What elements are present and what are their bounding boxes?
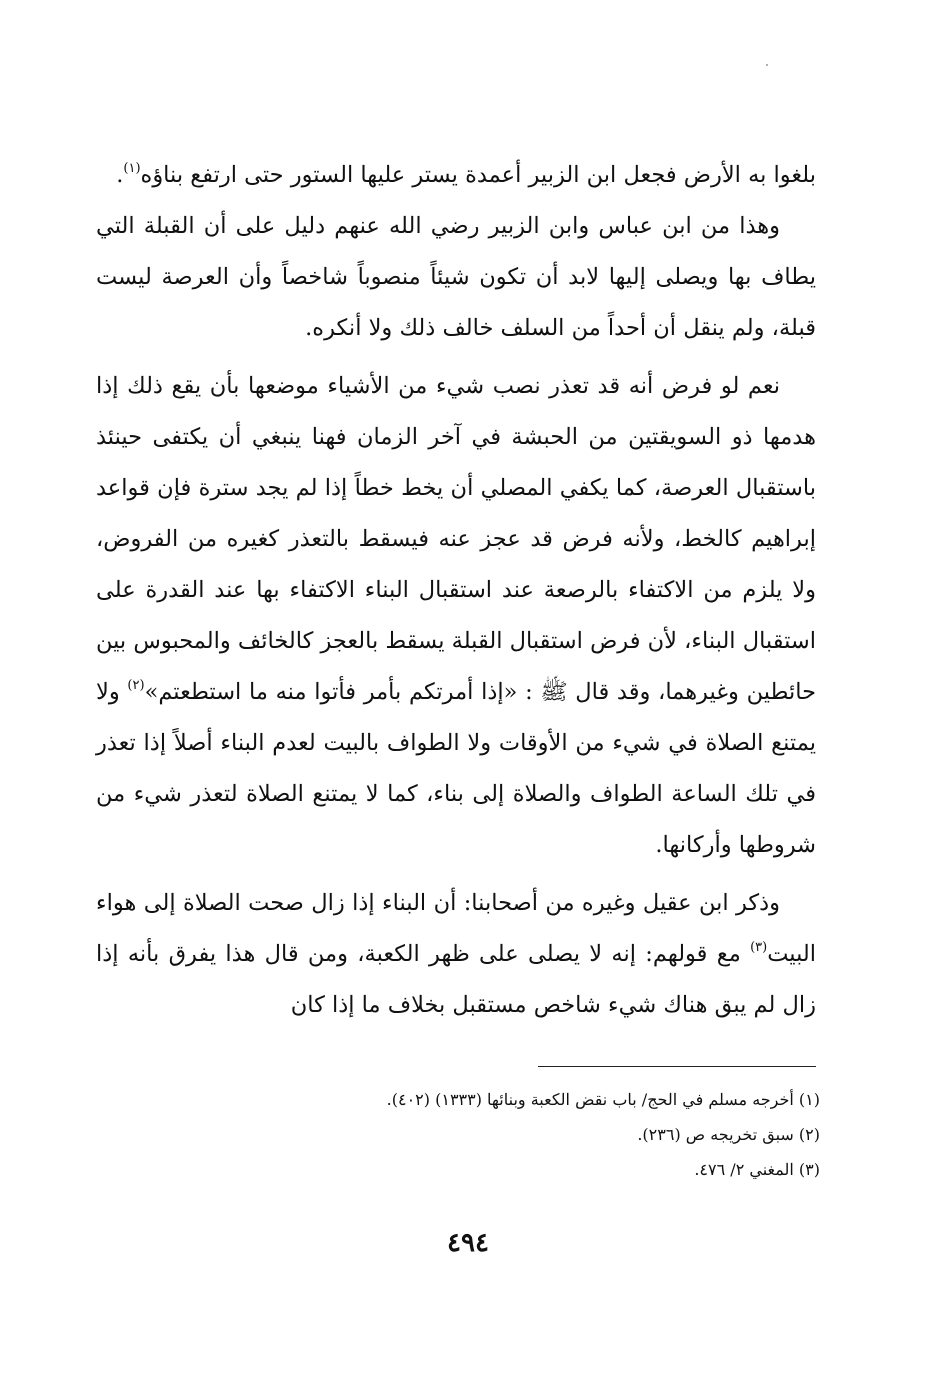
footnote-ref-1[interactable]: (١) bbox=[123, 161, 141, 176]
paragraph-1-tail: . bbox=[116, 162, 124, 188]
footnote-2: (٢) سبق تخريجه ص (٢٣٦). bbox=[637, 1125, 820, 1144]
footnote-1: (١) أخرجه مسلم في الحج/ باب نقض الكعبة وبنائها (١٣٣٣) (٤٠٢). bbox=[386, 1090, 820, 1109]
footnote-separator bbox=[538, 1066, 816, 1067]
paragraph-4-tail: مع قولهم: إنه لا يصلى على ظهر الكعبة، ومن قال هذا يفرق بأنه إذا زال لم يبق هناك شيء شاخص مستقبل بخلاف ما إذا كان bbox=[96, 941, 816, 1018]
paragraph-3-text: نعم لو فرض أنه قد تعذر نصب شيء من الأشياء موضعها بأن يقع ذلك إذا هدمها ذو السويقتين من الحبشة في آخر الزمان فهنا ينبغي أن يكتفى حينئذ باستقبال العرصة، كما يكفي المصلي أن يخط خطاً إذا لم يجد سترة فإن قواعد إبراهيم كالخط، ولأنه فرض قد عجز عنه فيسقط بالتعذر كغيره من الفروض، ولا يلزم من الاكتفاء بالرصعة عند استقبال البناء الاكتفاء بها عند القدرة على استقبال البناء، لأن فرض استقبال القبلة يسقط بالعجز كالخائف والمحبوس بين حائطين وغيرهما، وقد قال ﷺ : «إذا أمرتكم بأمر فأتوا منه ما استطعتم» bbox=[96, 373, 817, 705]
main-text bbox=[96, 150, 816, 1031]
paragraph-2 bbox=[96, 201, 816, 354]
paragraph-4-text: وذكر ابن عقيل وغيره من أصحابنا: أن البناء إذا زال صحت الصلاة إلى هواء البيت bbox=[96, 890, 816, 967]
paragraph-1 bbox=[96, 150, 816, 201]
footnote-ref-2[interactable]: (٢) bbox=[127, 678, 145, 693]
paragraph-4 bbox=[96, 878, 816, 1031]
scan-speck bbox=[766, 64, 768, 66]
paragraph-1-text: بلغوا به الأرض فجعل ابن الزبير أعمدة يستر عليها الستور حتى ارتفع بناؤه bbox=[140, 162, 816, 188]
footnote-3: (٣) المغني ٢/ ٤٧٦. bbox=[694, 1160, 820, 1179]
paragraph-3-tail: ولا يمتنع الصلاة في شيء من الأوقات ولا الطواف بالبيت لعدم البناء أصلاً إذا تعذر في تلك الساعة الطواف والصلاة إلى بناء، كما لا يمتنع الصلاة لتعذر شيء من شروطها وأركانها. bbox=[96, 679, 816, 858]
paragraph-2-text: وهذا من ابن عباس وابن الزبير رضي الله عنهم دليل على أن القبلة التي يطاف بها ويصلى إليها لابد أن تكون شيئاً منصوباً شاخصاً وأن العرصة ليست قبلة، ولم ينقل أن أحداً من السلف خالف ذلك ولا أنكره. bbox=[96, 213, 816, 341]
footnotes bbox=[300, 1082, 820, 1187]
page-number: ٤٩٤ bbox=[447, 1228, 489, 1258]
paragraph-3 bbox=[96, 361, 816, 871]
footnote-ref-3[interactable]: (٣) bbox=[750, 940, 768, 955]
